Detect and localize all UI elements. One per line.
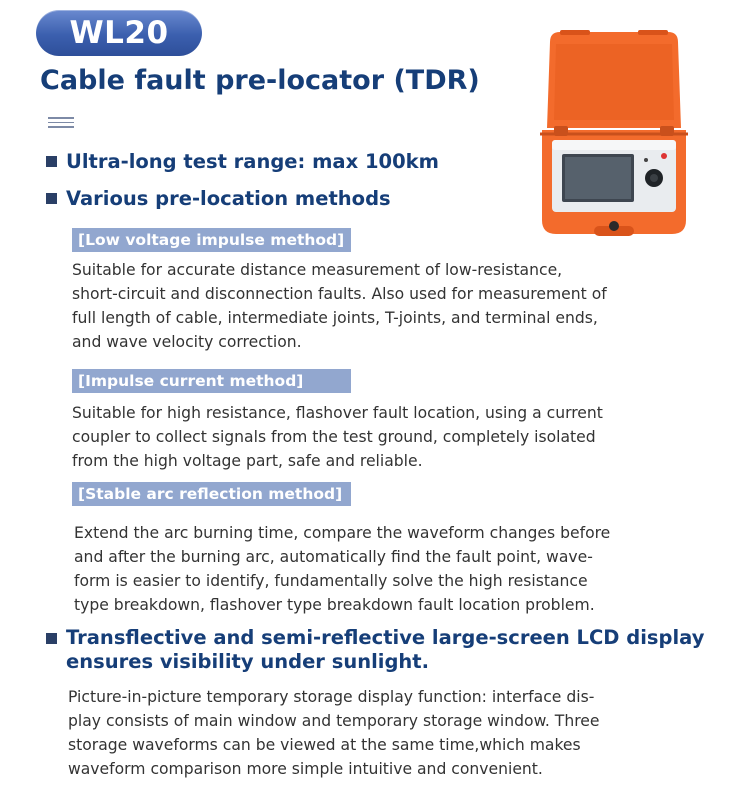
bullet-test-range [46,150,439,173]
model-badge-label: WL20 [69,15,169,51]
bullet-methods-text: Various pre-location methods [66,187,391,210]
bullet-lcd-display-text: Transflective and semi-reflective large-screen LCD display ensures visibility under sunlight. [66,626,705,673]
bullet-methods [46,187,391,210]
method-desc-low-voltage: Suitable for accurate distance measurement of low-resistance, short-circuit and disconnection faults. Also used for measurement of full length of cable, intermediate joints, T-joints, and terminal ends, and wave velocity correction. [72,261,607,351]
method-tag-stable-arc: [Stable arc reflection method] [72,482,351,506]
method-desc-stable-arc: Extend the arc burning time, compare the waveform changes before and after the burning arc, automatically find the fault point, wave- form is easier to identify, fundamentally solve the high resistance type breakdown, flashover type breakdown fault location problem. [74,524,611,614]
menu-lines-icon [48,117,74,131]
device-image [540,30,688,242]
bullet-test-range-text: Ultra-long test range: max 100km [66,150,439,173]
method-tag-impulse-current: [Impulse current method] [72,369,351,393]
bullet-square-icon [46,156,57,167]
page-title: Cable fault pre-locator (TDR) [40,65,480,96]
method-tag-low-voltage: [Low voltage impulse method] [72,228,351,252]
display-function-desc: Picture-in-picture temporary storage display function: interface dis- play consists of main window and temporary storage window. Three storage waveforms can be viewed at the same time,which makes waveform comparison more simple intuitive and convenient. [68,688,600,778]
model-badge [36,10,202,56]
bullet-square-icon [46,633,57,644]
bullet-lcd-display [46,626,706,674]
bullet-square-icon [46,193,57,204]
method-desc-impulse-current: Suitable for high resistance, flashover fault location, using a current coupler to collect signals from the test ground, completely isolated from the high voltage part, safe and reliable. [72,404,603,470]
